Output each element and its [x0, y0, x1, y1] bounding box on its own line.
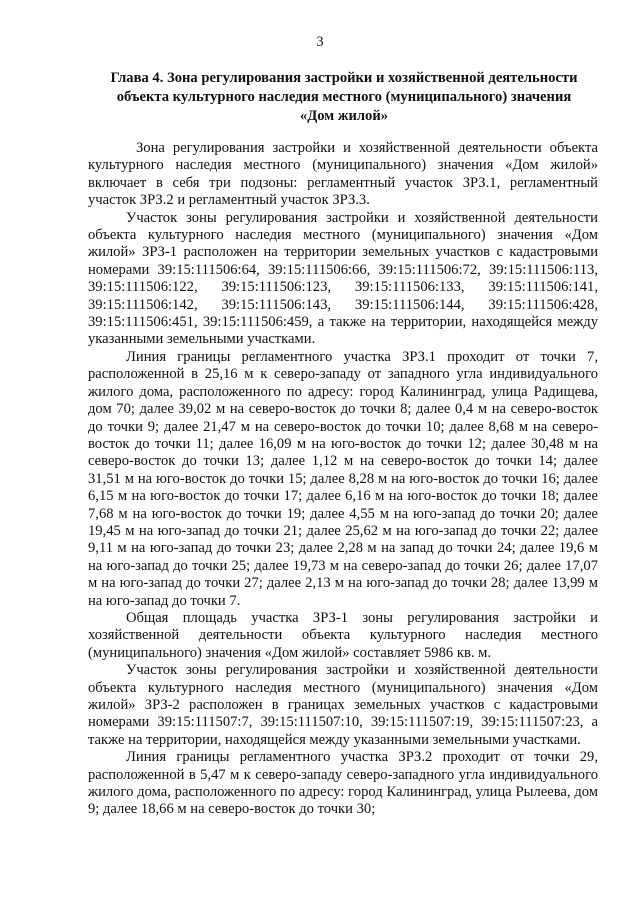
- chapter-title-line-2: объекта культурного наследия местного (муниципального) значения: [116, 89, 572, 105]
- paragraph-zrz1-area: Общая площадь участка ЗРЗ-1 зоны регулирования застройки и хозяйственной деятельности объекта культурного наследия местного (муниципального) значения «Дом жилой» составляет 5986 кв. м.: [88, 609, 598, 661]
- paragraph-zrz2-location: Участок зоны регулирования застройки и хозяйственной деятельности объекта культурного наследия местного (муниципального) значения «Дом жилой» ЗРЗ-2 расположен в границах земельных участков с кадастровыми номерами 39:15:111507:7, 39:15:111507:10, 39:15:111507:19, 39:15:111507:23, а также на территории, находящейся между указанными земельными участками.: [88, 662, 598, 748]
- document-body: [88, 140, 598, 819]
- paragraph-subzones: Зона регулирования застройки и хозяйственной деятельности объекта культурного наследия местного (муниципального) значения «Дом жилой» включает в себя три подзоны: регламентный участок ЗРЗ.1, регламентный участок ЗРЗ.2 и регламентный участок ЗРЗ.3.: [88, 140, 598, 209]
- paragraph-zrz1-location: Участок зоны регулирования застройки и хозяйственной деятельности объекта культурного наследия местного (муниципального) значения «Дом жилой» ЗРЗ-1 расположен на территории земельных участков с кадастровыми номерами 39:15:111506:64, 39:15:111506:66, 39:15:111506:72, 39:15:111506:113, 39:15:111506:122, 39:15:111506:123, 39:15:111506:133, 39:15:111506:141, 39:15:111506:142, 39:15:111506:143, 39:15:111506:144, 39:15:111506:428, 39:15:111506:451, 39:15:111506:459, а также на территории, находящейся между указанными земельными участками.: [88, 209, 598, 348]
- paragraph-zrz1-boundary: Линия границы регламентного участка ЗРЗ.1 проходит от точки 7, расположенной в 25,16 м к северо-западу от западного угла индивидуального жилого дома, расположенного по адресу: город Калининград, улица Радищева, дом 70; далее 39,02 м на северо-восток до точки 8; далее 0,4 м на северо-восток до точки 9; далее 21,47 м на северо-восток до точки 10; далее 8,68 м на северо-восток до точки 11; далее 16,09 м на юго-восток до точки 12; далее 30,48 м на северо-восток до точки 13; далее 1,12 м на северо-восток до точки 14; далее 31,51 м на юго-восток до точки 15; далее 8,28 м на юго-восток до точки 16; далее 6,15 м на юго-восток до точки 17; далее 6,16 м на юго-восток до точки 18; далее 7,68 м на юго-восток до точки 19; далее 4,55 м на юго-запад до точки 20; далее 19,45 м на юго-запад до точки 21; далее 25,62 м на юго-запад до точки 22; далее 9,11 м на юго-запад до точки 23; далее 2,28 м на запад до точки 24; далее 19,6 м на юго-запад до точки 25; далее 19,73 м на северо-запад до точки 26; далее 17,07 м на юго-запад до точки 27; далее 2,13 м на юго-запад до точки 28; далее 13,99 м на юго-запад до точки 7.: [88, 348, 598, 609]
- chapter-title-line-1: Глава 4. Зона регулирования застройки и хозяйственной деятельности: [110, 70, 578, 86]
- page-number: 3: [316, 34, 324, 50]
- paragraph-zrz2-boundary: Линия границы регламентного участка ЗРЗ.2 проходит от точки 29, расположенной в 5,47 м к северо-западу северо-западного угла индивидуального жилого дома, расположенного по адресу: город Калининград, улица Рылеева, дом 9; далее 18,66 м на северо-восток до точки 30;: [88, 749, 598, 818]
- chapter-title: [96, 69, 592, 126]
- chapter-title-line-3: «Дом жилой»: [299, 108, 389, 124]
